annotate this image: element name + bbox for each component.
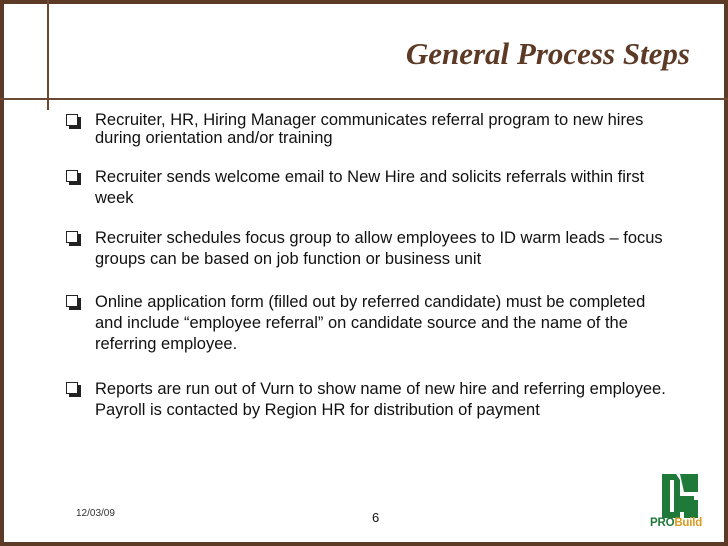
logo-text-pro: PRO [650, 517, 675, 529]
checkbox-bullet-icon [66, 382, 78, 394]
bullet-item [66, 228, 666, 270]
horizontal-rule [0, 98, 728, 100]
bullet-text: Recruiter sends welcome email to New Hire and solicits referrals within first week [95, 168, 645, 207]
slide-title: General Process Steps [405, 36, 690, 71]
page-number: 6 [372, 510, 380, 525]
bullet-item [66, 379, 666, 421]
bullet-item [66, 292, 666, 355]
checkbox-bullet-icon [66, 170, 78, 182]
bullet-text: Recruiter schedules focus group to allow employees to ID warm leads – focus groups can be based on job function or business unit [95, 229, 663, 268]
vertical-rule [47, 0, 49, 110]
checkbox-bullet-icon [66, 231, 78, 243]
bullet-text: Online application form (filled out by referred candidate) must be completed and include “employee referral” on candidate source and the name of the referring employee. [95, 293, 646, 353]
checkbox-bullet-icon [66, 295, 78, 307]
bullet-item [66, 111, 666, 147]
bullet-item [66, 167, 666, 209]
bullet-text: Recruiter, HR, Hiring Manager communicates referral program to new hires during orientation and/or training [95, 111, 644, 147]
logo-text-build: Build [674, 517, 703, 529]
checkbox-bullet-icon [66, 114, 78, 126]
bullet-text: Reports are run out of Vurn to show name of new hire and referring employee. Payroll is contacted by Region HR for distribution of payment [95, 380, 666, 419]
logo-wordmark [650, 517, 714, 529]
slide-date: 12/03/09 [76, 508, 115, 519]
